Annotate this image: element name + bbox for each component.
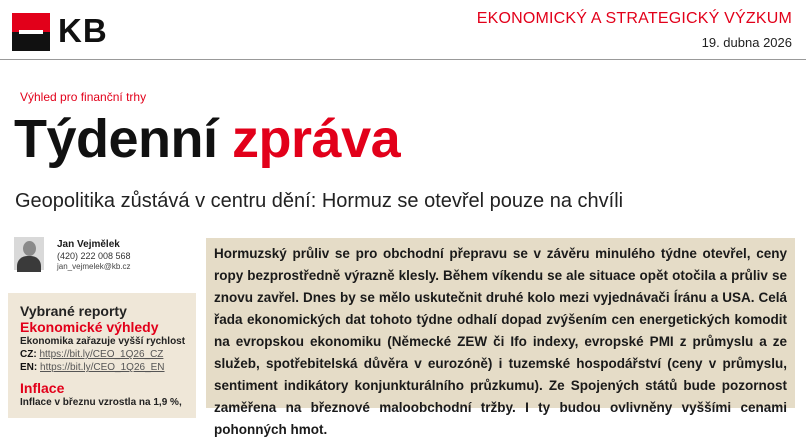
author-phone: (420) 222 008 568 [57,251,131,261]
selected-reports-title: Vybrané reporty [20,303,127,319]
title-part-2: zpráva [232,109,401,169]
section-heading-inflation: Inflace [20,380,65,396]
selected-reports-panel [8,293,196,418]
link-url-en[interactable]: https://bit.ly/CEO_1Q26_EN [40,362,165,373]
title-part-1: Týdenní [14,109,218,169]
page-title [14,107,400,171]
section-text-outlook: Ekonomika zařazuje vyšší rychlost [20,336,186,347]
header-divider [0,59,806,60]
summary-box [206,238,795,437]
department-label: EKONOMICKÝ A STRATEGICKÝ VÝZKUM [476,10,792,27]
link-lang-cz: CZ: [20,349,37,360]
logo-black-block [12,32,50,51]
report-kicker: Výhled pro finanční trhy [20,90,147,104]
section-heading-outlook: Ekonomické výhledy [20,319,159,335]
link-url-cz[interactable]: https://bit.ly/CEO_1Q26_CZ [39,349,164,360]
avatar-head-shape [23,241,36,256]
summary-text: Hormuzský průliv se pro obchodní přepravu se v závěru minulého týdne otevřel, ceny ropy bezprostředně výrazně klesly. Během víkendu se ale situace opět otočila a průliv se znovu zavřel. Dnes by se mělo uskutečnit druhé kolo mezi vyjednávači Íránu a USA. Celá řada ekonomických dat tohoto týdne odhalí dopad zvýšením cen energetických komodit na evropskou ekonomiku (Německé ZEW či Ifo indexy, evropské PMI z průmyslu a ze služeb, spotřebitelská důvěra v eurozóně) i tuzemské hospodářství (ceny v průmyslu, sentiment indikátory konjunkturálního průzkumu). Ze Spojených států bude pozornost zaměřena na březnové maloobchodní tržby. I ty budou ovlivněny vyššími cenami pohonných hmot. [214,246,787,437]
author-avatar [14,237,44,270]
avatar-body-shape [17,256,41,272]
section-text-inflation: Inflace v březnu vzrostla na 1,9 %, [20,397,182,408]
report-subtitle: Geopolitika zůstává v centru dění: Hormuz se otevřel pouze na chvíli [15,190,624,212]
author-name: Jan Vejmělek [57,239,120,250]
kb-logo [12,13,50,51]
brand-name: KB [58,12,108,49]
link-lang-en: EN: [20,362,38,373]
report-link-en [20,361,196,374]
report-date: 19. dubna 2026 [701,35,792,50]
report-link-cz [20,348,196,361]
author-email[interactable]: jan_vejmelek@kb.cz [57,262,131,271]
logo-white-bar [19,30,43,34]
